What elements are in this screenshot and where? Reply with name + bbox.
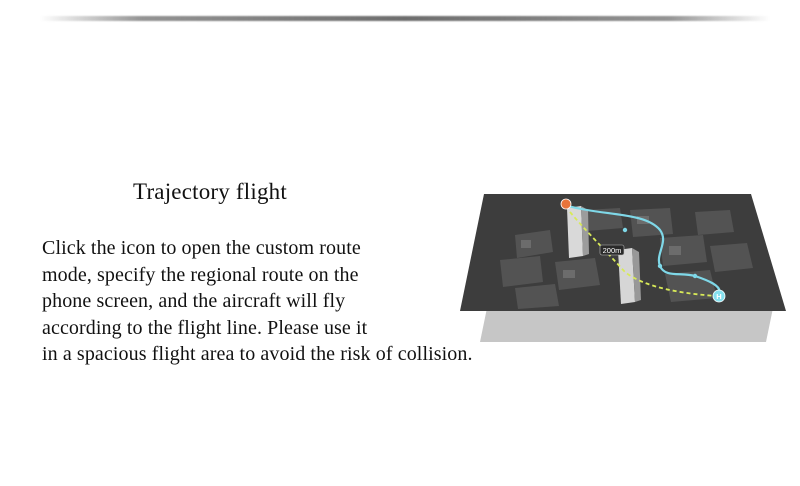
waypoint-dot <box>658 264 662 268</box>
waypoint-dot <box>623 228 627 232</box>
top-divider <box>40 16 770 21</box>
description-line: Click the icon to open the custom route <box>42 237 361 259</box>
description-line: mode, specify the regional route on the <box>42 263 359 286</box>
tower-1 <box>567 206 589 258</box>
distance-tag <box>600 245 624 255</box>
svg-text:200m: 200m <box>602 246 622 255</box>
home-marker-icon <box>713 290 725 302</box>
description-line: phone screen, and the aircraft will fly <box>42 290 346 312</box>
trajectory-flight-illustration <box>455 190 795 345</box>
svg-text:H: H <box>716 292 722 301</box>
description-line: in a spacious flight area to avoid the risk of collision. <box>42 343 473 365</box>
board-shadow <box>480 308 773 342</box>
description-line: according to the flight line. Please use it <box>42 316 368 339</box>
section-title: Trajectory flight <box>133 179 287 204</box>
waypoint-dot <box>693 274 697 278</box>
start-marker-icon <box>561 199 571 209</box>
